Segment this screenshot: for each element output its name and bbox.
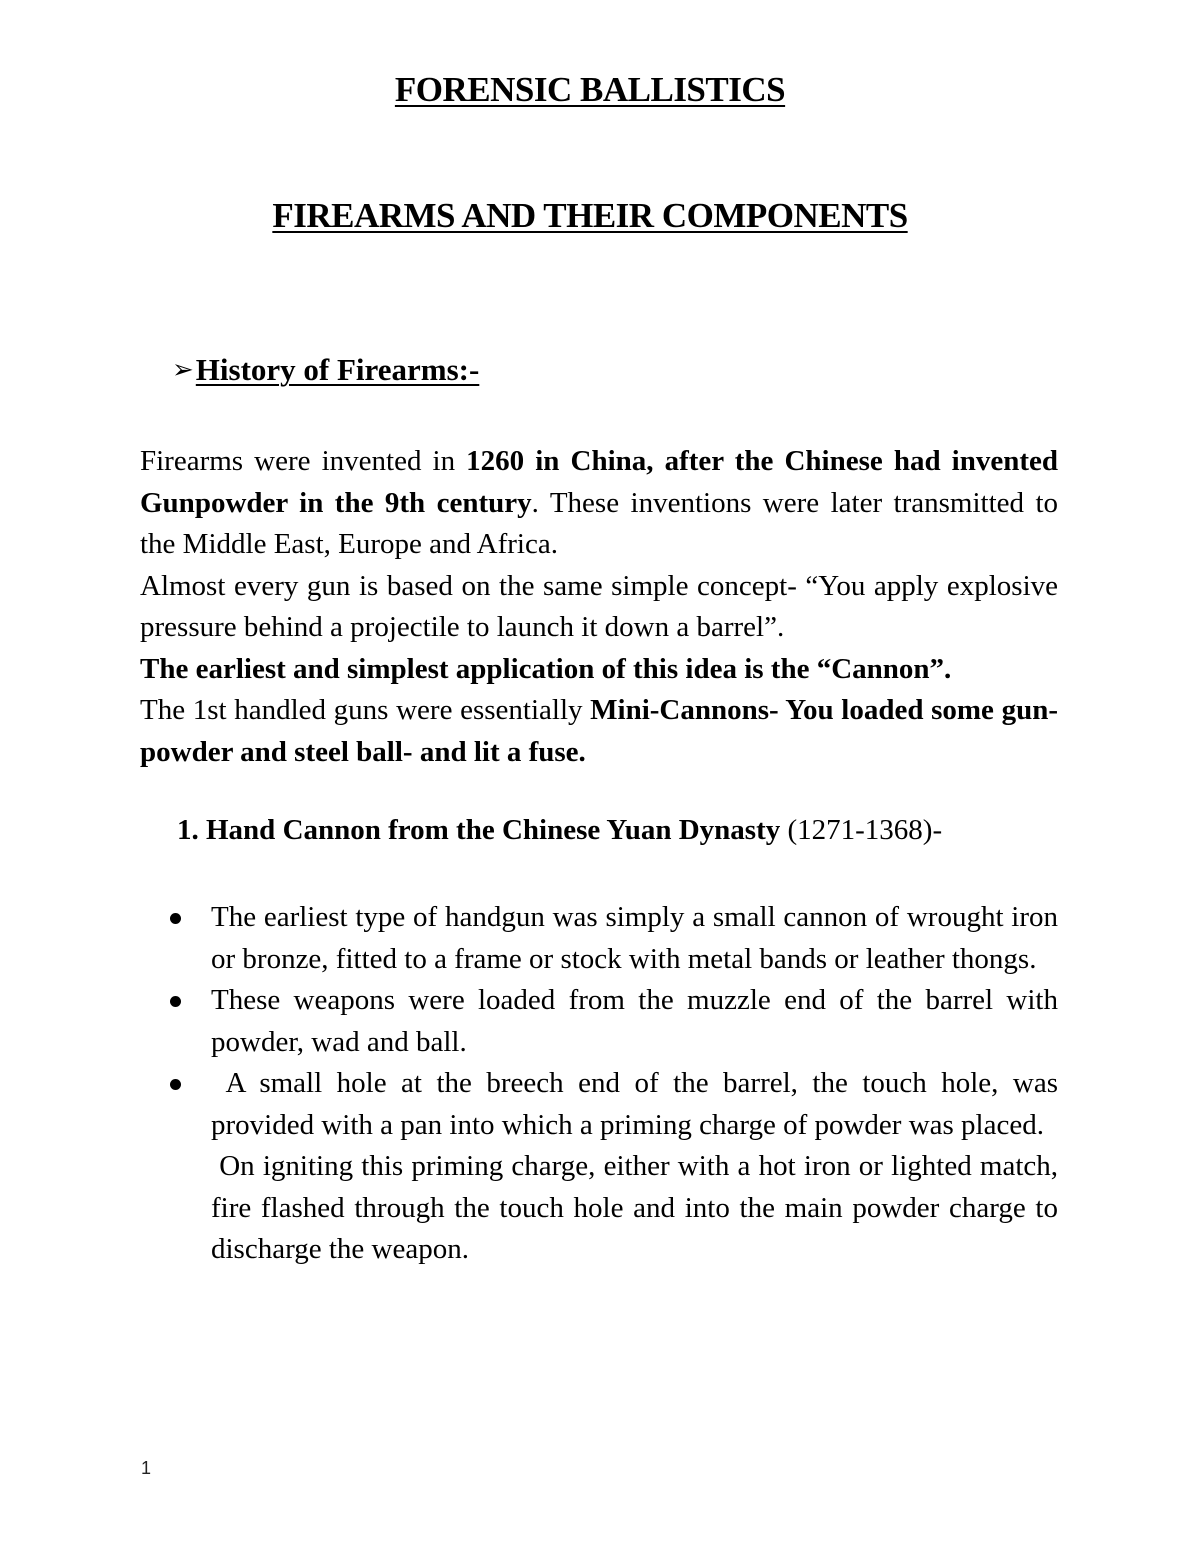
bullet-dot-icon (170, 1079, 181, 1090)
bullet-dot-icon (170, 913, 181, 924)
intro-paragraph-1 (140, 441, 1058, 566)
intro-text (140, 441, 1058, 773)
document-subtitle: FIREARMS AND THEIR COMPONENTS (272, 196, 908, 235)
intro-paragraph-4 (140, 690, 1058, 773)
list-item (170, 1063, 1066, 1146)
intro-p3-bold: The earliest and simplest application of this idea is the “Cannon”. (140, 652, 952, 685)
intro-p1-text-end: . These inventions were later transmitted to the Middle East, Europe and Africa. (140, 486, 1059, 560)
arrow-bullet-icon: ➢ (172, 355, 194, 385)
intro-paragraph-2: Almost every gun is based on the same simple concept- “You apply explosive pressure behind a projectile to launch it down a barrel”. (140, 569, 1058, 643)
list-number: 1. (177, 814, 199, 846)
numbered-heading (177, 814, 942, 847)
intro-p4-bold: Mini-Cannons- You loaded some gun- powder and steel ball- and lit a fuse. (140, 694, 1058, 768)
intro-p1-bold: 1260 in China, after the Chinese had invented Gunpowder in the 9th century (140, 445, 1058, 519)
list-item-text: The earliest type of handgun was simply a small cannon of wrought iron or bronze, fitted to a frame or stock with metal bands or leather thongs. (211, 901, 1058, 975)
list-item (170, 897, 1058, 980)
bullet-dot-icon (170, 996, 181, 1007)
section-heading-text: History of Firearms:- (195, 352, 480, 387)
continuation-paragraph: On igniting this priming charge, either with a hot iron or lighted match, fire flashed through the touch hole and into the main powder charge to discharge the weapon. (211, 1150, 1066, 1265)
bullet-list (170, 897, 1066, 1271)
intro-p4-text: The 1st handled guns were essentially (140, 694, 591, 726)
section-heading (172, 352, 479, 388)
numbered-heading-bold: Hand Cannon from the Chinese Yuan Dynasty (206, 814, 788, 846)
numbered-heading-years: (1271-1368)- (787, 814, 943, 846)
intro-paragraph-3 (140, 649, 1058, 691)
list-item (170, 980, 1058, 1063)
list-item-text: A small hole at the breech end of the barrel, the touch hole, was provided with a pan into which a priming charge of powder was placed. (211, 1067, 1066, 1141)
document-title: FORENSIC BALLISTICS (394, 70, 786, 109)
intro-p1-text: Firearms were invented in (140, 445, 467, 477)
page-number: 1 (141, 1458, 152, 1478)
list-item-text: These weapons were loaded from the muzzle end of the barrel with powder, wad and ball. (211, 984, 1058, 1058)
